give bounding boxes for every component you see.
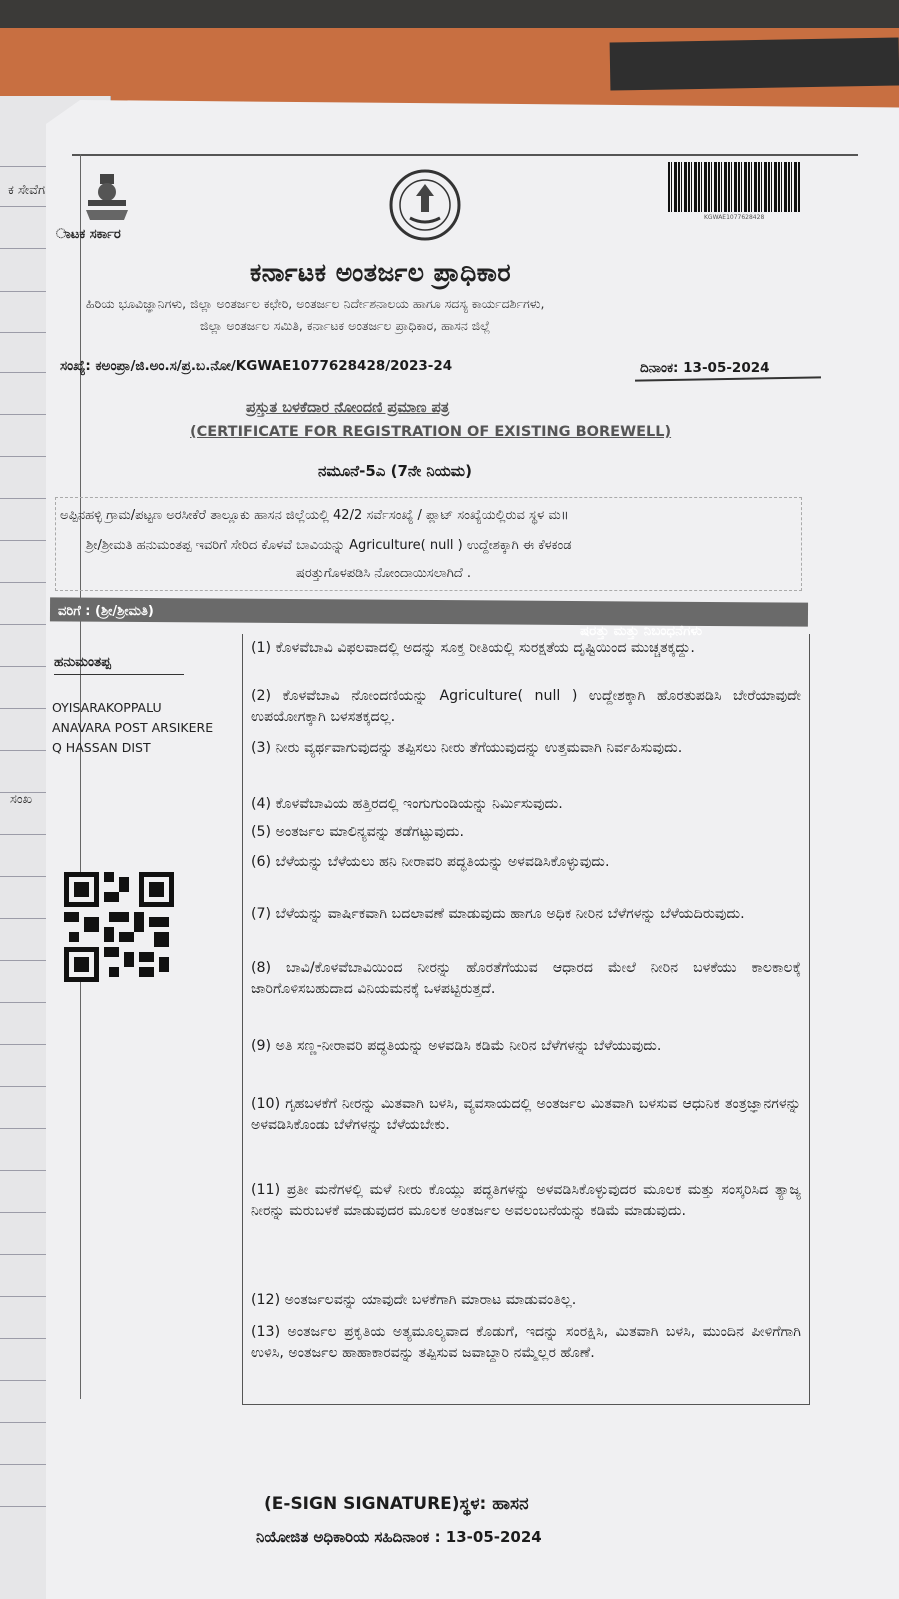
e-sign-signature: (E-SIGN SIGNATURE)ಸ್ಥಳ: ಹಾಸನ [264, 1494, 529, 1514]
karnataka-emblem-icon [80, 170, 134, 222]
holder-name-underline [54, 674, 184, 675]
reference-number: ಸಂಖ್ಯೆ: ಕಅಂಪ್ರಾ/ಜಿ.ಅಂ.ಸ/ಪ್ರ.ಬ.ನೋ/KGWAE1077628428/2023-24 [60, 358, 453, 374]
barcode-number: KGWAE1077628428 [704, 214, 765, 221]
issue-date [640, 360, 770, 376]
qr-code-icon [64, 872, 174, 982]
intro-line-3: ಷರತ್ತುಗೊಳಪಡಿಸಿ ನೋಂದಾಯಿಸಲಾಗಿದೆ . [296, 566, 472, 581]
condition-item: (12) ಅಂತರ್ಜಲವನ್ನು ಯಾವುದೇ ಬಳಕೆಗಾಗಿ ಮಾರಾಟ ಮಾಡುವಂತಿಲ್ಲ. [251, 1292, 577, 1308]
intro-line-1: ಅಪ್ಪಿನಹಳ್ಳಿ ಗ್ರಾಮ/ಪಟ್ಟಣ ಅರಸೀಕೆರೆ ತಾಲ್ಲೂಕು ಹಾಸನ ಜಿಲ್ಲೆಯಲ್ಲಿ 42/2 ಸರ್ವೆಸಂಖ್ಯೆ / ಪ್ಲಾಟ್ ಸಂಖ್ಯೆಯಲ್ಲಿರುವ ಸ್ಥಳ ಮ॥ [60, 508, 569, 523]
condition-item: (8) ಬಾವಿ/ಕೊಳವೆಬಾವಿಯಿಂದ ನೀರನ್ನು ಹೊರತೆಗೆಯುವ ಆಧಾರದ ಮೇಲೆ ನೀರಿನ ಬಳಕೆಯು ಕಾಲಕಾಲಕ್ಕೆ ಜಾರಿಗೊಳಿಸಬಹುದಾದ ವಿನಿಯಮನಕ್ಕೆ ಒಳಪಟ್ಟಿರುತ್ತದೆ. [251, 960, 801, 997]
holder-address-line-3: Q HASSAN DIST [52, 740, 151, 755]
certificate-title-kannada: ಪ್ರಸ್ತುತ ಬಳಕೆದಾರ ನೋಂದಣಿ ಪ್ರಮಾಣ ಪತ್ರ [246, 400, 450, 416]
condition-item: (10) ಗೃಹಬಳಕೆಗೆ ನೀರನ್ನು ಮಿತವಾಗಿ ಬಳಸಿ, ವ್ಯವಸಾಯದಲ್ಲಿ ಅಂತರ್ಜಲ ಮಿತವಾಗಿ ಬಳಸುವ ಆಧುನಿಕ ತಂತ್ರಜ್ಞಾನಗಳನ್ನು ಅಳವಡಿಸಿಕೊಂಡು ಬೆಳೆಗಳನ್ನು ಬೆಳೆಯಬೇಕು. [251, 1096, 801, 1133]
back-sheet-fragment: ಕ ಸೇವೆಗ [8, 183, 46, 198]
condition-item: (13) ಅಂತರ್ಜಲ ಪ್ರಕೃತಿಯ ಅತ್ಯಮೂಲ್ಯವಾದ ಕೊಡುಗೆ, ಇದನ್ನು ಸಂರಕ್ಷಿಸಿ, ಮಿತವಾಗಿ ಬಳಸಿ, ಮುಂದಿನ ಪೀಳಿಗೆಗಾಗಿ ಉಳಿಸಿ, ಅಂತರ್ಜಲ ಹಾಹಾಕಾರವನ್ನು ತಪ್ಪಿಸುವ ಜವಾಬ್ದಾರಿ ನಮ್ಮೆಲ್ಲರ ಹೊಣೆ. [251, 1324, 801, 1361]
holder-address-line-1: OYISARAKOPPALU [52, 700, 162, 715]
condition-item: (4) ಕೊಳವೆಬಾವಿಯ ಹತ್ತಿರದಲ್ಲಿ ಇಂಗುಗುಂಡಿಯನ್ನು ನಿರ್ಮಿಸುವುದು. [251, 796, 563, 812]
holder-address-line-2: ANAVARA POST ARSIKERE [52, 720, 214, 735]
barcode-icon [668, 162, 800, 212]
govt-label: ಾಟಕ ಸರ್ಕಾರ [56, 227, 121, 242]
frame-top-line [72, 154, 858, 156]
condition-item: (7) ಬೆಳೆಯನ್ನು ವಾರ್ಷಿಕವಾಗಿ ಬದಲಾವಣೆ ಮಾಡುವುದು ಹಾಗೂ ಅಧಿಕ ನೀರಿನ ಬೆಳೆಗಳನ್ನು ಬೆಳೆಯದಿರುವುದು. [251, 906, 745, 922]
dark-background-strip [610, 37, 899, 90]
frame-left-line [80, 154, 81, 1399]
condition-item: (1) ಕೊಳವೆಬಾವಿ ವಿಫಲವಾದಲ್ಲಿ ಅದನ್ನು ಸೂಕ್ತ ರೀತಿಯಲ್ಲಿ ಸುರಕ್ಷತೆಯ ದೃಷ್ಟಿಯಿಂದ ಮುಚ್ಚತಕ್ಕದ್ದು. [251, 640, 695, 656]
date-label: ದಿನಾಂಕ: [640, 360, 679, 376]
condition-item: (2) ಕೊಳವೆಬಾವಿ ನೋಂದಣಿಯನ್ನು Agriculture( null ) ಉದ್ದೇಶಕ್ಕಾಗಿ ಹೊರತುಪಡಿಸಿ ಬೇರೆಯಾವುದೇ ಉಪಯೋಗಕ್ಕಾಗಿ ಬಳಸತಕ್ಕದಲ್ಲ. [251, 688, 801, 725]
holder-name: ಹನುಮಂತಪ್ಪ [54, 654, 111, 670]
band-holder-label: ವರಿಗೆ : (ಶ್ರೀ/ಶ್ರೀಮತಿ) [58, 604, 154, 619]
authority-seal-icon [388, 168, 462, 242]
form-number: ನಮೂನೆ-5ಎ (7ನೇ ನಿಯಮ) [318, 462, 472, 480]
condition-item: (5) ಅಂತರ್ಜಲ ಮಾಲಿನ್ಯವನ್ನು ತಡೆಗಟ್ಟುವುದು. [251, 824, 465, 840]
date-value: 13-05-2024 [683, 360, 770, 376]
condition-item: (11) ಪ್ರತೀ ಮನೆಗಳಲ್ಲಿ ಮಳೆ ನೀರು ಕೊಯ್ಲು ಪದ್ಧತಿಗಳನ್ನು ಅಳವಡಿಸಿಕೊಳ್ಳುವುದರ ಮೂಲಕ ಮತ್ತು ಸಂಸ್ಕರಿಸಿದ ತ್ಯಾಜ್ಯ ನೀರನ್ನು ಮರುಬಳಕೆ ಮಾಡುವುದರ ಮೂಲಕ ಅಂತರ್ಜಲ ಅವಲಂಬನೆಯನ್ನು ಕಡಿಮೆ ಮಾಡುವುದು. [251, 1182, 801, 1219]
condition-item: (9) ಅತಿ ಸಣ್ಣ-ನೀರಾವರಿ ಪದ್ಧತಿಯನ್ನು ಅಳವಡಿಸಿ ಕಡಿಮೆ ನೀರಿನ ಬೆಳೆಗಳನ್ನು ಬೆಳೆಯುವುದು. [251, 1038, 662, 1054]
header-subline-2: ಜಿಲ್ಲಾ ಅಂತರ್ಜಲ ಸಮಿತಿ, ಕರ್ನಾಟಕ ಅಂತರ್ಜಲ ಪ್ರಾಧಿಕಾರ, ಹಾಸನ ಜಿಲ್ಲೆ [200, 318, 491, 333]
intro-line-2: ಶ್ರೀ/ಶ್ರೀಮತಿ ಹನುಮಂತಪ್ಪ ಇವರಿಗೆ ಸೇರಿದ ಕೊಳವೆ ಬಾವಿಯನ್ನು Agriculture( null ) ಉದ್ದೇಶಕ್ಕಾಗಿ ಈ ಕೆಳಕಂಡ [86, 538, 572, 553]
officer-signature-date: ನಿಯೋಜಿತ ಅಧಿಕಾರಿಯ ಸಹಿದಿನಾಂಕ : 13-05-2024 [256, 1528, 542, 1546]
conditions-box [242, 634, 810, 1405]
back-sheet-fragment-2: ಸಂಖ [10, 792, 33, 807]
header-subline-1: ಹಿರಿಯ ಭೂವಿಜ್ಞಾನಿಗಳು, ಜಿಲ್ಲಾ ಅಂತರ್ಜಲ ಕಛೇರಿ, ಅಂತರ್ಜಲ ನಿರ್ದೇಶನಾಲಯ ಹಾಗೂ ಸದಸ್ಯ ಕಾರ್ಯದರ್ಶಿಗಳು, [86, 296, 545, 311]
band-conditions-heading: ಷರತ್ತು ಮತ್ತು ನಿಬಂಧನೆಗಳು [580, 623, 703, 639]
certificate-title-english: (CERTIFICATE FOR REGISTRATION OF EXISTING BOREWELL) [190, 424, 672, 440]
condition-item: (3) ನೀರು ವ್ಯರ್ಥವಾಗುವುದನ್ನು ತಪ್ಪಿಸಲು ನೀರು ತೆಗೆಯುವುದನ್ನು ಉತ್ತಮವಾಗಿ ನಿರ್ವಹಿಸುವುದು. [251, 740, 683, 756]
org-title: ಕರ್ನಾಟಕ ಅಂತರ್ಜಲ ಪ್ರಾಧಿಕಾರ [250, 258, 512, 287]
condition-item: (6) ಬೆಳೆಯನ್ನು ಬೆಳೆಯಲು ಹನಿ ನೀರಾವರಿ ಪದ್ಧತಿಯನ್ನು ಅಳವಡಿಸಿಕೊಳ್ಳುವುದು. [251, 854, 610, 870]
